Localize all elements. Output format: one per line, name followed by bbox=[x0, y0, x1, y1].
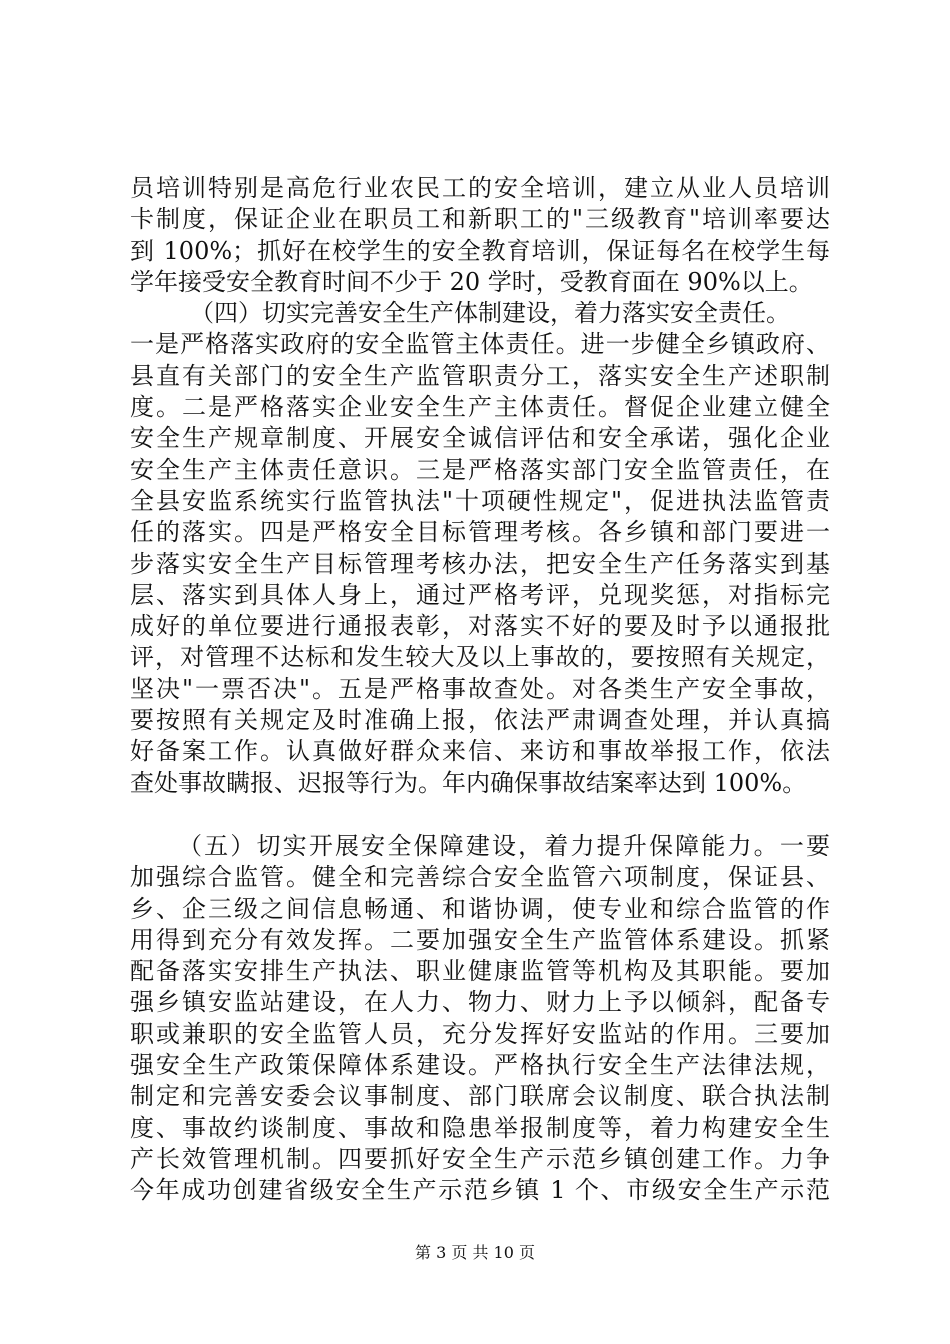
body-text bbox=[130, 173, 830, 1207]
text-line: 产长效管理机制。四要抓好安全生产示范乡镇创建工作。力争 bbox=[130, 1144, 830, 1173]
text-line: 度。二是严格落实企业安全生产主体责任。督促企业建立健全 bbox=[130, 393, 830, 422]
text-line: 用得到充分有效发挥。二要加强安全生产监管体系建设。抓紧 bbox=[130, 925, 830, 954]
text-line: 成好的单位要进行通报表彰，对落实不好的要及时予以通报批 bbox=[130, 612, 830, 641]
text-line: 好备案工作。认真做好群众来信、来访和事故举报工作，依法 bbox=[130, 737, 830, 766]
text-line: 制定和完善安委会议事制度、部门联席会议制度、联合执法制 bbox=[130, 1082, 830, 1111]
section-heading-4: （四）切实完善安全生产体制建设，着力落实安全责任。 bbox=[190, 299, 790, 328]
text-line: 步落实安全生产目标管理考核办法，把安全生产任务落实到基 bbox=[130, 549, 830, 578]
text-line: 县直有关部门的安全生产监管职责分工，落实安全生产述职制 bbox=[130, 361, 830, 390]
text-line: 要按照有关规定及时准确上报，依法严肃调查处理，并认真搞 bbox=[130, 706, 830, 735]
text-line: 职或兼职的安全监管人员，充分发挥好安监站的作用。三要加 bbox=[130, 1019, 830, 1048]
page-footer: 第 3 页 共 10 页 bbox=[415, 1243, 535, 1262]
text-line: 任的落实。四是严格安全目标管理考核。各乡镇和部门要进一 bbox=[130, 518, 830, 547]
text-line: 强安全生产政策保障体系建设。严格执行安全生产法律法规， bbox=[130, 1051, 830, 1080]
text-line: 配备落实安排生产执法、职业健康监管等机构及其职能。要加 bbox=[130, 957, 830, 986]
text-line: 乡、企三级之间信息畅通、和谐协调，使专业和综合监管的作 bbox=[130, 894, 830, 923]
text-line: 加强综合监管。健全和完善综合安全监管六项制度，保证县、 bbox=[130, 863, 830, 892]
section-heading-5: （五）切实开展安全保障建设，着力提升保障能力。一要 bbox=[178, 831, 830, 860]
text-line: 学年接受安全教育时间不少于 20 学时，受教育面在 90%以上。 bbox=[130, 267, 813, 296]
text-line: 坚决"一票否决"。五是严格事故查处。对各类生产安全事故， bbox=[130, 674, 830, 703]
text-line: 员培训特别是高危行业农民工的安全培训，建立从业人员培训 bbox=[130, 174, 830, 202]
text-line: 卡制度，保证企业在职员工和新职工的"三级教育"培训率要达 bbox=[130, 205, 830, 234]
text-line: 评，对管理不达标和发生较大及以上事故的，要按照有关规定， bbox=[130, 643, 830, 672]
text-line: 到 100%；抓好在校学生的安全教育培训，保证每名在校学生每 bbox=[130, 236, 830, 265]
text-line: 安全生产规章制度、开展安全诚信评估和安全承诺，强化企业 bbox=[130, 424, 830, 453]
text-line: 今年成功创建省级安全生产示范乡镇 1 个、市级安全生产示范 bbox=[130, 1176, 830, 1205]
paragraph-gap bbox=[130, 799, 830, 831]
text-line: 度、事故约谈制度、事故和隐患举报制度等，着力构建安全生 bbox=[130, 1113, 830, 1142]
text-line: 安全生产主体责任意识。三是严格落实部门安全监管责任，在 bbox=[130, 455, 830, 484]
text-line: 全县安监系统实行监管执法"十项硬性规定"，促进执法监管责 bbox=[130, 486, 830, 515]
text-line: 一是严格落实政府的安全监管主体责任。进一步健全乡镇政府、 bbox=[130, 330, 830, 359]
text-line: 层、落实到具体人身上，通过严格考评，兑现奖惩，对指标完 bbox=[130, 580, 830, 609]
text-line: 强乡镇安监站建设，在人力、物力、财力上予以倾斜，配备专 bbox=[130, 988, 830, 1017]
text-line: 查处事故瞒报、迟报等行为。年内确保事故结案率达到 100%。 bbox=[130, 768, 807, 797]
